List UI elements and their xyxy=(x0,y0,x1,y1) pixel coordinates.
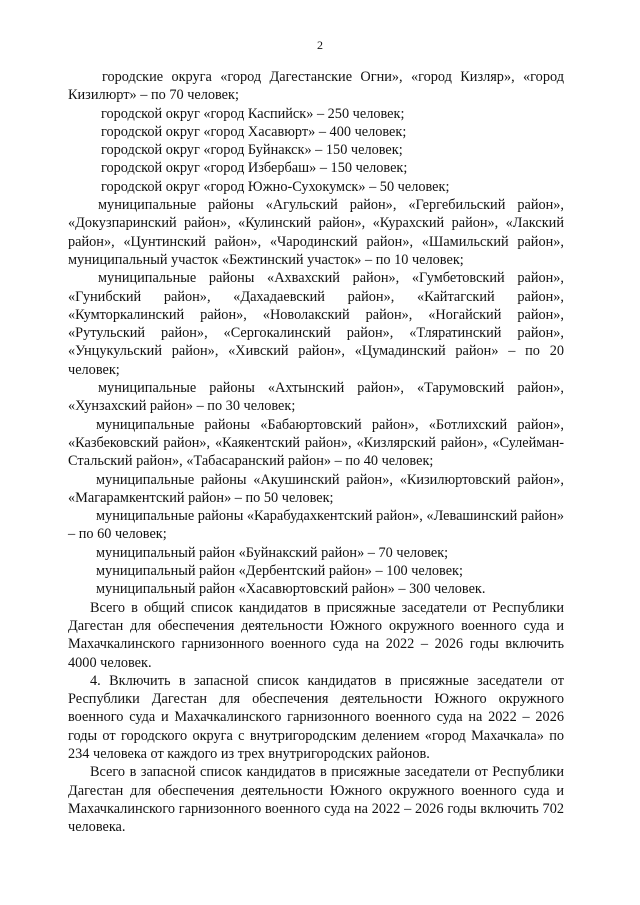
paragraph-buynaksky-district: муниципальный район «Буйнакский район» – 70 человек; xyxy=(96,544,449,561)
document-body xyxy=(68,68,564,836)
paragraph-total-reserve-list: Всего в запасной список кандидатов в присяжные заседатели от Республики Дагестан для обеспечения деятельности Южного окружного военного суда и Махачкалинского гарнизонного военного суда на 2022 – 2026 годы включить 702 человека. xyxy=(68,764,564,836)
paragraph-cities-70: городские округа «город Дагестанские Огни», «город Кизляр», «город Кизилюрт» – по 70 человек; xyxy=(68,69,564,104)
paragraph-total-general-list: Всего в общий список кандидатов в присяжные заседатели от Республики Дагестан для обеспечения деятельности Южного окружного военного суда и Махачкалинского гарнизонного военного суда на 2022 – 2026 годы включить 4000 человек. xyxy=(68,599,564,671)
page-number: 2 xyxy=(317,38,323,52)
paragraph-derbentsky-district: муниципальный район «Дербентский район» – 100 человек; xyxy=(96,563,463,580)
paragraph-districts-30: муниципальные районы «Ахтынский район», «Тарумовский район», «Хунзахский район» – по 30 человек; xyxy=(68,380,564,415)
paragraph-khasavyurt: городской округ «город Хасавюрт» – 400 человек; xyxy=(101,123,407,140)
paragraph-districts-60: муниципальные районы «Карабудахкентский район», «Левашинский район» – по 60 человек; xyxy=(68,508,564,543)
paragraph-districts-40: муниципальные районы «Бабаюртовский район», «Ботлихский район», «Казбековский район», «Каякентский район», «Кизлярский район», «Сулейман-Стальский район», «Табасаранский район» – по 40 человек; xyxy=(68,416,564,470)
paragraph-districts-10: муниципальные районы «Агульский район», «Гергебильский район», «Докузпаринский район», «Кулинский район», «Курахский район», «Лакский район», «Цунтинский район», «Чародинский район», «Шамильский район», муниципальный участок «Бежтинский участок» – по 10 человек; xyxy=(68,197,564,268)
paragraph-yuzhno-sukhokumsk: городской округ «город Южно-Сухокумск» – 50 человек; xyxy=(101,178,450,195)
paragraph-izberbash: городской округ «город Избербаш» – 150 человек; xyxy=(101,160,408,177)
paragraph-item-4-reserve-list: 4. Включить в запасной список кандидатов в присяжные заседатели от Республики Дагестан для обеспечения деятельности Южного окружного военного суда и Махачкалинского гарнизонного военного суда на 2022 – 2026 годы от городского округа с внутригородским делением «город Махачкала» по 234 человека от каждого из трех внутригородских районов. xyxy=(68,672,564,762)
paragraph-kaspiysk: городской округ «город Каспийск» – 250 человек; xyxy=(101,105,405,122)
paragraph-districts-20: муниципальные районы «Ахвахский район», «Гумбетовский район», «Гунибский район», «Дахадаевский район», «Кайтагский район», «Кумторкалинский район», «Новолакский район», «Ногайский район», «Рутульский район», «Сергокалинский район», «Тляратинский район», «Унцукульский район», «Хивский район», «Цумадинский район» – по 20 человек; xyxy=(68,270,564,378)
paragraph-buynaksk: городской округ «город Буйнакск» – 150 человек; xyxy=(101,142,403,159)
paragraph-districts-50: муниципальные районы «Акушинский район», «Кизилюртовский район», «Магарамкентский район» – по 50 человек; xyxy=(68,471,564,506)
paragraph-khasavyurtovsky-district: муниципальный район «Хасавюртовский район» – 300 человек. xyxy=(96,581,486,598)
